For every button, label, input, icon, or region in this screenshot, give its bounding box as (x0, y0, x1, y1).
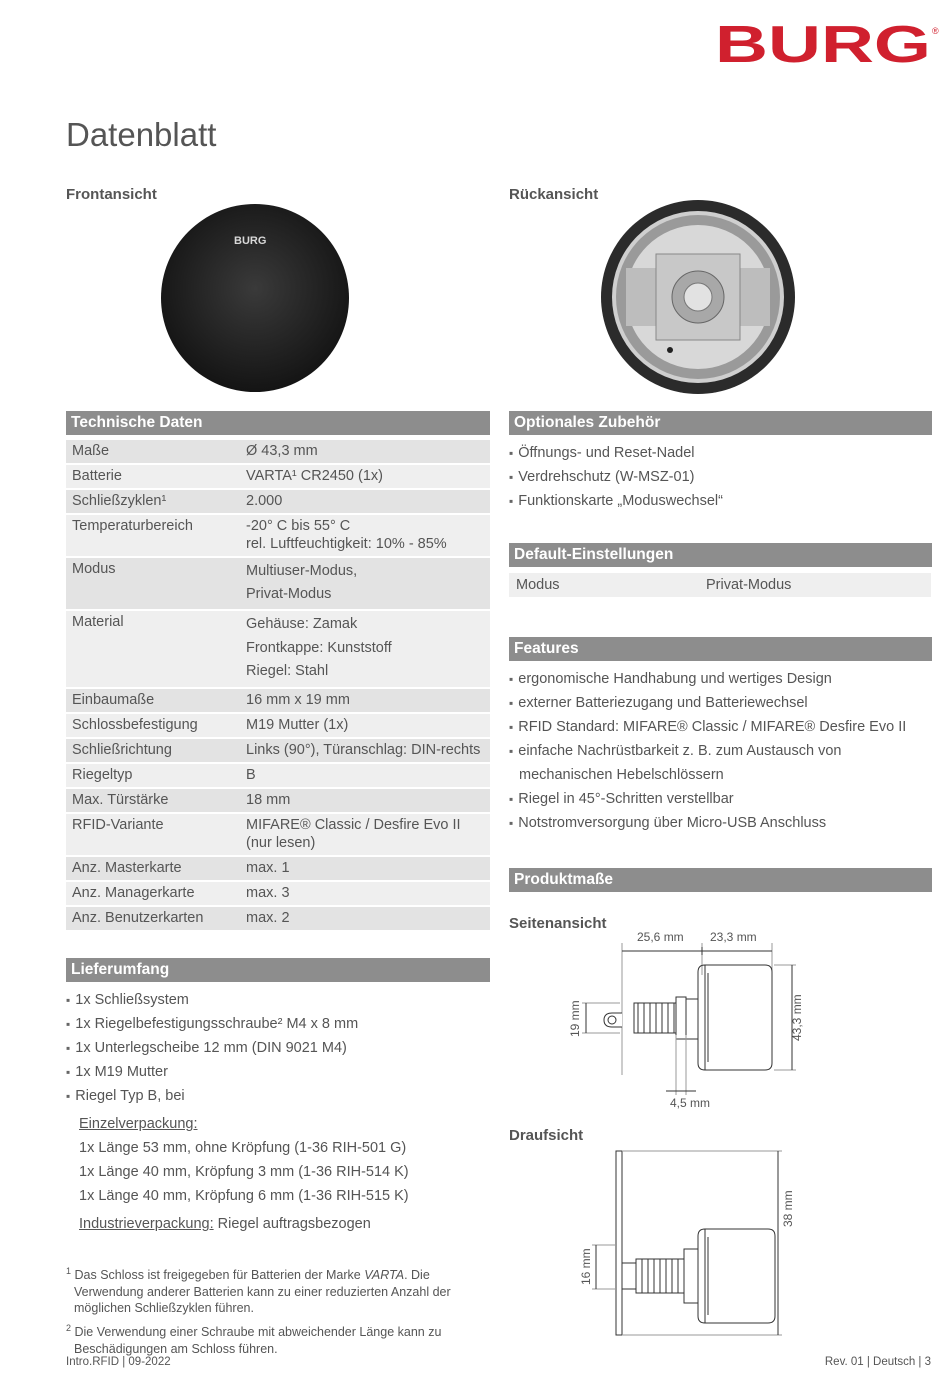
row-value (240, 763, 490, 788)
back-view-image (598, 198, 798, 396)
row-key: Riegeltyp (66, 763, 240, 788)
table-row (66, 489, 490, 514)
dim-38: 38 mm (781, 1190, 795, 1227)
features-heading: Features (509, 637, 932, 661)
row-key: Anz. Masterkarte (66, 856, 240, 881)
row-value-line: Ø 43,3 mm (246, 443, 318, 459)
row-value-line: Privat-Modus (246, 586, 332, 602)
top-view-drawing (570, 1145, 810, 1345)
row-value (240, 440, 490, 464)
row-value-line: M19 Mutter (1x) (246, 716, 349, 733)
row-value-line: 2.000 (246, 493, 283, 509)
list-item: ▪ ergonomische Handhabung und wertiges Design (509, 667, 939, 691)
list-item: ▪ Verdrehschutz (W-MSZ-01) (509, 465, 939, 489)
scope-list (66, 988, 496, 1108)
row-value-line: max. 1 (246, 859, 290, 876)
row-value-line: Gehäuse: Zamak (246, 616, 358, 632)
list-item: ▪ 1x M19 Mutter (66, 1060, 496, 1084)
row-key: Temperaturbereich (66, 514, 240, 557)
tech-data-table (66, 440, 490, 932)
row-value (240, 906, 490, 931)
row-value-line: (nur lesen) (246, 834, 316, 851)
footnote-2: $^2$ Die Verwendung einer Schraube mit abweichender Länge kann zu Beschädigungen am Schloss führen. (66, 1323, 442, 1356)
row-value (240, 489, 490, 514)
list-item: ▪ Riegel in 45°-Schritten verstellbar (509, 787, 939, 811)
row-value-line: Multiuser-Modus, (246, 563, 358, 579)
row-key: Schließzyklen¹ (66, 489, 240, 514)
dim-23-3: 23,3 mm (710, 930, 757, 944)
row-key: Schlossbefestigung (66, 713, 240, 738)
features-list (509, 667, 939, 835)
dim-16: 16 mm (579, 1248, 593, 1285)
table-row (66, 610, 490, 688)
row-value (240, 464, 490, 489)
row-value-line: MIFARE® Classic / Desfire Evo II (246, 816, 461, 833)
row-key: Anz. Benutzerkarten (66, 906, 240, 931)
logo-text: BURG (715, 22, 931, 64)
dim-43-3: 43,3 mm (790, 994, 804, 1041)
industry-pack-label: Industrieverpackung: (79, 1216, 214, 1232)
list-item: ▪ 1x Riegelbefestigungsschraube² M4 x 8 mm (66, 1012, 496, 1036)
table-row (66, 440, 490, 464)
table-row (66, 856, 490, 881)
list-item: 1x Länge 40 mm, Kröpfung 3 mm (1-36 RIH-514 K) (79, 1164, 409, 1180)
row-value-line: B (246, 766, 256, 783)
row-value (240, 688, 490, 713)
row-key: Batterie (66, 464, 240, 489)
scope-heading: Lieferumfang (66, 958, 490, 982)
back-view-label: Rückansicht (509, 186, 599, 203)
row-value-line: Frontkappe: Kunststoff (246, 639, 392, 656)
side-view-drawing (560, 925, 820, 1115)
table-row (66, 464, 490, 489)
row-value-line: Riegel: Stahl (246, 663, 329, 679)
table-row (66, 813, 490, 856)
list-item: ▪ Notstromversorgung über Micro-USB Anschluss (509, 811, 939, 835)
list-item: ▪ Funktionskarte „Moduswechsel“ (509, 489, 939, 513)
defaults-key: Modus (516, 577, 560, 593)
row-key: Maße (66, 440, 240, 464)
industry-pack-text: Riegel auftragsbezogen (213, 1216, 371, 1232)
defaults-heading: Default-Einstellungen (509, 543, 932, 567)
packaging-block (79, 1112, 499, 1236)
row-value (240, 514, 490, 557)
list-item: ▪ externer Batteriezugang und Batteriewechsel (509, 691, 939, 715)
list-item-continuation: mechanischen Hebelschlössern (519, 767, 724, 783)
row-key: RFID-Variante (66, 813, 240, 856)
row-value (240, 738, 490, 763)
table-row (66, 713, 490, 738)
table-row (66, 688, 490, 713)
footer-left: Intro.RFID | 09-2022 (66, 1356, 171, 1368)
table-row (66, 906, 490, 931)
table-row (66, 763, 490, 788)
table-row (66, 738, 490, 763)
tech-data-heading: Technische Daten (66, 411, 490, 435)
side-view-label: Seitenansicht (509, 915, 607, 932)
knob-logo: BURG (234, 235, 267, 247)
list-item: ▪ einfache Nachrüstbarkeit z. B. zum Austausch von (509, 739, 939, 763)
burg-logo (715, 22, 941, 64)
table-row (66, 788, 490, 813)
row-value (240, 856, 490, 881)
table-row (66, 514, 490, 557)
dim-4-5: 4,5 mm (670, 1096, 711, 1110)
row-key: Einbaumaße (66, 688, 240, 713)
dims-heading: Produktmaße (509, 868, 932, 892)
row-key: Schließrichtung (66, 738, 240, 763)
row-value (240, 788, 490, 813)
defaults-row (509, 573, 931, 597)
row-key: Max. Türstärke (66, 788, 240, 813)
top-view-label: Draufsicht (509, 1127, 584, 1144)
footnote-1: $^1$ Das Schloss ist freigegeben für Batterien der Marke VARTA. Die Verwendung anderer Batterien kann zu einer reduzierten Anzahl der möglichen Schließzyklen führen. (66, 1266, 451, 1316)
accessories-heading: Optionales Zubehör (509, 411, 932, 435)
row-value (240, 610, 490, 688)
accessories-list (509, 441, 939, 513)
list-item: ▪ 1x Schließsystem (66, 988, 496, 1012)
list-item: 1x Länge 40 mm, Kröpfung 6 mm (1-36 RIH-515 K) (79, 1188, 409, 1204)
row-value-line: rel. Luftfeuchtigkeit: 10% - 85% (246, 536, 447, 552)
row-key: Anz. Managerkarte (66, 881, 240, 906)
row-key: Modus (66, 557, 240, 610)
list-item: 1x Länge 53 mm, ohne Kröpfung (1-36 RIH-501 G) (79, 1140, 407, 1156)
row-value-line: Links (90°), Türanschlag: DIN-rechts (246, 741, 481, 758)
row-value (240, 813, 490, 856)
list-item: ▪ RFID Standard: MIFARE® Classic / MIFARE® Desfire Evo II (509, 715, 939, 739)
list-item: ▪ Riegel Typ B, bei (66, 1084, 496, 1108)
list-item: ▪ 1x Unterlegscheibe 12 mm (DIN 9021 M4) (66, 1036, 496, 1060)
single-pack-label: Einzelverpackung: (79, 1116, 198, 1132)
page-title: Datenblatt (66, 116, 217, 153)
footer-right: Rev. 01 | Deutsch | 3 (824, 1356, 931, 1368)
row-value-line: 16 mm x 19 mm (246, 691, 350, 708)
row-value (240, 881, 490, 906)
front-view-image (160, 200, 350, 396)
table-row (66, 881, 490, 906)
row-value-line: -20° C bis 55° C (246, 518, 351, 534)
row-value-line: VARTA¹ CR2450 (1x) (246, 468, 383, 484)
table-row (66, 557, 490, 610)
list-item: ▪ Öffnungs- und Reset-Nadel (509, 441, 939, 465)
registered-mark: ® (932, 26, 939, 36)
row-value-line: max. 3 (246, 884, 290, 901)
row-value (240, 557, 490, 610)
dim-25-6: 25,6 mm (637, 930, 684, 944)
row-value-line: 18 mm (246, 791, 291, 808)
dim-19: 19 mm (568, 1000, 582, 1037)
row-key: Material (66, 610, 240, 688)
row-value-line: max. 2 (246, 909, 290, 926)
row-value (240, 713, 490, 738)
front-view-label: Frontansicht (66, 186, 157, 203)
defaults-value: Privat-Modus (706, 577, 792, 593)
